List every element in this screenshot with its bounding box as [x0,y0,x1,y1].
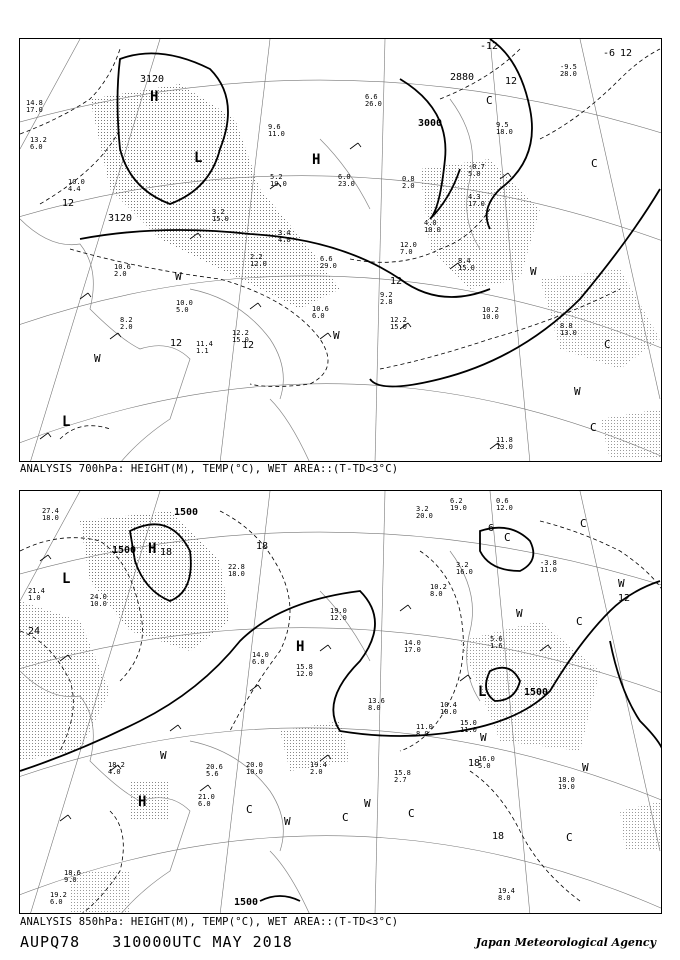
obs-temp: 13.2 [30,136,47,144]
obs-temp: 20.0 [246,761,263,769]
obs-temp: 8.8 [560,322,573,330]
obs-depression: 29.0 [320,262,337,270]
obs-temp: 0.8 [402,175,415,183]
obs-temp: 10.4 [440,701,457,709]
obs-depression: 12.0 [250,260,267,268]
high-center-marker: H [148,541,157,557]
obs-temp: 3.2 [212,208,225,216]
temp-label: 12 [505,76,518,87]
obs-depression: 1.0 [28,594,41,602]
obs-depression: 17.0 [404,646,421,654]
obs-depression: 18.0 [228,570,245,578]
map-700hpa-svg [20,39,662,462]
obs-temp: 4.0 [424,219,437,227]
obs-temp: 18.6 [64,869,81,877]
map-panel-850hpa [19,490,662,914]
agency-credit: Japan Meteorological Agency [475,936,656,949]
height-label: 3120 [108,213,133,224]
obs-temp: 10.0 [68,178,85,186]
obs-depression: 9.0 [64,876,77,884]
obs-depression: 12.0 [330,614,347,622]
obs-depression: 1.6 [490,642,503,650]
obs-depression: 18.0 [496,128,513,136]
warm-center-marker: W [364,797,371,810]
cold-center-marker: C [486,94,493,107]
valid-datetime: 310000UTC MAY 2018 [112,933,293,951]
obs-depression: 17.0 [468,200,485,208]
warm-center-marker: W [160,749,167,762]
obs-temp: 20.6 [206,763,223,771]
obs-depression: 5.0 [176,306,189,314]
obs-depression: 15.0 [232,336,249,344]
temp-label: 12 [390,276,403,287]
obs-depression: 15.0 [458,264,475,272]
obs-depression: 1.1 [196,347,209,355]
obs-temp: 8.4 [458,257,471,265]
warm-center-marker: W [480,731,487,744]
temp-label: 18 [468,758,481,769]
height-label: 3000 [418,118,443,129]
warm-center-marker: W [284,815,291,828]
obs-depression: 12.0 [296,670,313,678]
cold-center-marker: C [591,157,598,170]
obs-temp: 10.0 [176,299,193,307]
obs-temp: 8.2 [120,316,133,324]
obs-temp: 12.2 [232,329,249,337]
temp-label: 24 [28,626,41,637]
obs-depression: 6.0 [252,658,265,666]
obs-depression: 13.0 [560,329,577,337]
obs-depression: 10.0 [90,600,107,608]
obs-depression: 10.0 [246,768,263,776]
obs-depression: 11.0 [268,130,285,138]
obs-temp: 6.0 [338,173,351,181]
obs-temp: 6.6 [320,255,333,263]
temp-label: 12 [242,340,255,351]
obs-temp: 10.6 [114,263,131,271]
obs-temp: 19.2 [50,891,67,899]
obs-depression: 16.0 [456,568,473,576]
cold-center-marker: C [342,811,349,824]
obs-depression: 28.0 [560,70,577,78]
obs-depression: 2.0 [310,768,323,776]
obs-temp: 0.6 [496,497,509,505]
obs-depression: 23.0 [338,180,355,188]
temp-label: 18 [492,831,505,842]
height-label: 1500 [234,897,259,908]
cold-center-marker: C [504,531,511,544]
cold-center-marker: C [590,421,597,434]
obs-temp: 24.0 [90,593,107,601]
obs-depression: 8.0 [416,730,429,738]
obs-temp: 12.2 [390,316,407,324]
cold-center-marker: C [246,803,253,816]
obs-temp: 3.2 [456,561,469,569]
obs-temp: -0.7 [468,163,485,171]
cold-center-marker: C [580,517,587,530]
temp-label: 6 [488,523,495,534]
obs-depression: 10.0 [440,708,457,716]
obs-depression: 8.0 [368,704,381,712]
obs-depression: 12.0 [496,504,513,512]
obs-temp: 14.0 [252,651,269,659]
temp-label: 12 [618,593,631,604]
obs-temp: 3.2 [416,505,429,513]
obs-temp: 9.2 [380,291,393,299]
obs-depression: 4.0 [108,768,121,776]
low-center-marker: L [62,571,71,587]
temp-label: 18 [160,547,173,558]
obs-temp: -9.5 [560,63,577,71]
high-center-marker: H [150,89,159,105]
map-850hpa-svg [20,491,662,914]
obs-temp: 14.0 [404,639,421,647]
obs-temp: 5.2 [270,173,283,181]
obs-depression: 7.0 [400,248,413,256]
obs-temp: 6.6 [365,93,378,101]
obs-depression: 5.0 [478,762,491,770]
cold-center-marker: C [566,831,573,844]
obs-temp: 11.0 [416,723,433,731]
obs-depression: 6.0 [50,898,63,906]
obs-depression: 17.0 [26,106,43,114]
obs-depression: 8.0 [430,590,443,598]
obs-depression: 10.0 [482,313,499,321]
obs-temp: 19.4 [310,761,327,769]
obs-depression: 4.0 [278,236,291,244]
obs-depression: 2.0 [114,270,127,278]
cold-center-marker: C [408,807,415,820]
high-center-marker: H [138,794,147,810]
obs-temp: 2.2 [250,253,263,261]
temp-label: -12 [480,41,499,52]
warm-center-marker: W [333,329,340,342]
height-label: 1500 [524,687,549,698]
obs-temp: 15.8 [296,663,313,671]
warm-center-marker: W [516,607,523,620]
obs-temp: 10.2 [430,583,447,591]
obs-temp: 5.6 [490,635,503,643]
obs-depression: 11.0 [540,566,557,574]
obs-temp: 6.2 [450,497,463,505]
warm-center-marker: W [582,761,589,774]
height-label: 2880 [450,72,475,83]
obs-temp: 21.4 [28,587,45,595]
obs-depression: 13.0 [496,443,513,451]
obs-temp: 11.4 [196,340,213,348]
obs-depression: 19.0 [558,783,575,791]
warm-center-marker: W [94,352,101,365]
wet-area-stipple [20,511,662,914]
obs-temp: 19.0 [330,607,347,615]
obs-depression: 6.0 [198,800,211,808]
obs-temp: 10.6 [312,305,329,313]
obs-temp: 12.0 [400,241,417,249]
low-center-marker: L [62,414,71,430]
chart-id-footer [20,933,315,951]
obs-temp: 15.0 [460,719,477,727]
temp-label: 12 [170,338,183,349]
obs-depression: 5.0 [468,170,481,178]
warm-center-marker: W [574,385,581,398]
obs-temp: 4.3 [468,193,481,201]
cold-center-marker: C [576,615,583,628]
obs-depression: 2.0 [402,182,415,190]
obs-temp: -3.8 [540,559,557,567]
obs-depression: 19.0 [270,180,287,188]
cold-center-marker: C [604,338,611,351]
obs-temp: 11.8 [496,436,513,444]
map-panel-700hpa [19,38,662,462]
chart-code: AUPQ78 [20,933,81,951]
height-label: 3120 [140,74,165,85]
obs-temp: 9.6 [268,123,281,131]
warm-center-marker: W [618,577,625,590]
obs-depression: 5.6 [206,770,219,778]
obs-depression: 6.0 [312,312,325,320]
warm-center-marker: W [175,270,182,283]
obs-depression: 19.0 [450,504,467,512]
obs-depression: 15.0 [212,215,229,223]
height-label: 1500 [174,507,199,518]
obs-depression: 15.0 [390,323,407,331]
temp-label: -6 [603,48,616,59]
obs-depression: 11.0 [460,726,477,734]
obs-temp: 22.8 [228,563,245,571]
obs-temp: 14.8 [26,99,43,107]
obs-temp: 19.4 [498,887,515,895]
obs-temp: 27.4 [42,507,59,515]
obs-temp: 9.5 [496,121,509,129]
obs-depression: 18.0 [42,514,59,522]
obs-depression: 2.8 [380,298,393,306]
high-center-marker: H [312,152,321,168]
warm-center-marker: W [530,265,537,278]
obs-depression: 10.0 [424,226,441,234]
obs-temp: 13.6 [368,697,385,705]
obs-depression: 26.0 [365,100,382,108]
obs-depression: 20.0 [416,512,433,520]
obs-temp: 16.0 [478,755,495,763]
low-center-marker: L [478,684,487,700]
obs-temp: 15.8 [394,769,411,777]
obs-temp: 18.0 [558,776,575,784]
obs-temp: 3.4 [278,229,291,237]
obs-temp: 18.2 [108,761,125,769]
temp-label: 12 [62,198,75,209]
high-center-marker: H [296,639,305,655]
obs-temp: 21.0 [198,793,215,801]
temp-label: 18 [256,541,269,552]
obs-depression: 4.4 [68,185,81,193]
obs-depression: 6.0 [30,143,43,151]
panel-caption-850hpa: ANALYSIS 850hPa: HEIGHT(M), TEMP(°C), WET AREA::(T-TD<3°C) [20,916,399,928]
height-label: 1500 [112,545,137,556]
low-center-marker: L [194,150,203,166]
obs-depression: 2.0 [120,323,133,331]
obs-depression: 2.7 [394,776,407,784]
obs-temp: 10.2 [482,306,499,314]
temp-label: 12 [620,48,633,59]
obs-depression: 8.0 [498,894,511,902]
panel-caption-700hpa: ANALYSIS 700hPa: HEIGHT(M), TEMP(°C), WET AREA::(T-TD<3°C) [20,463,399,475]
